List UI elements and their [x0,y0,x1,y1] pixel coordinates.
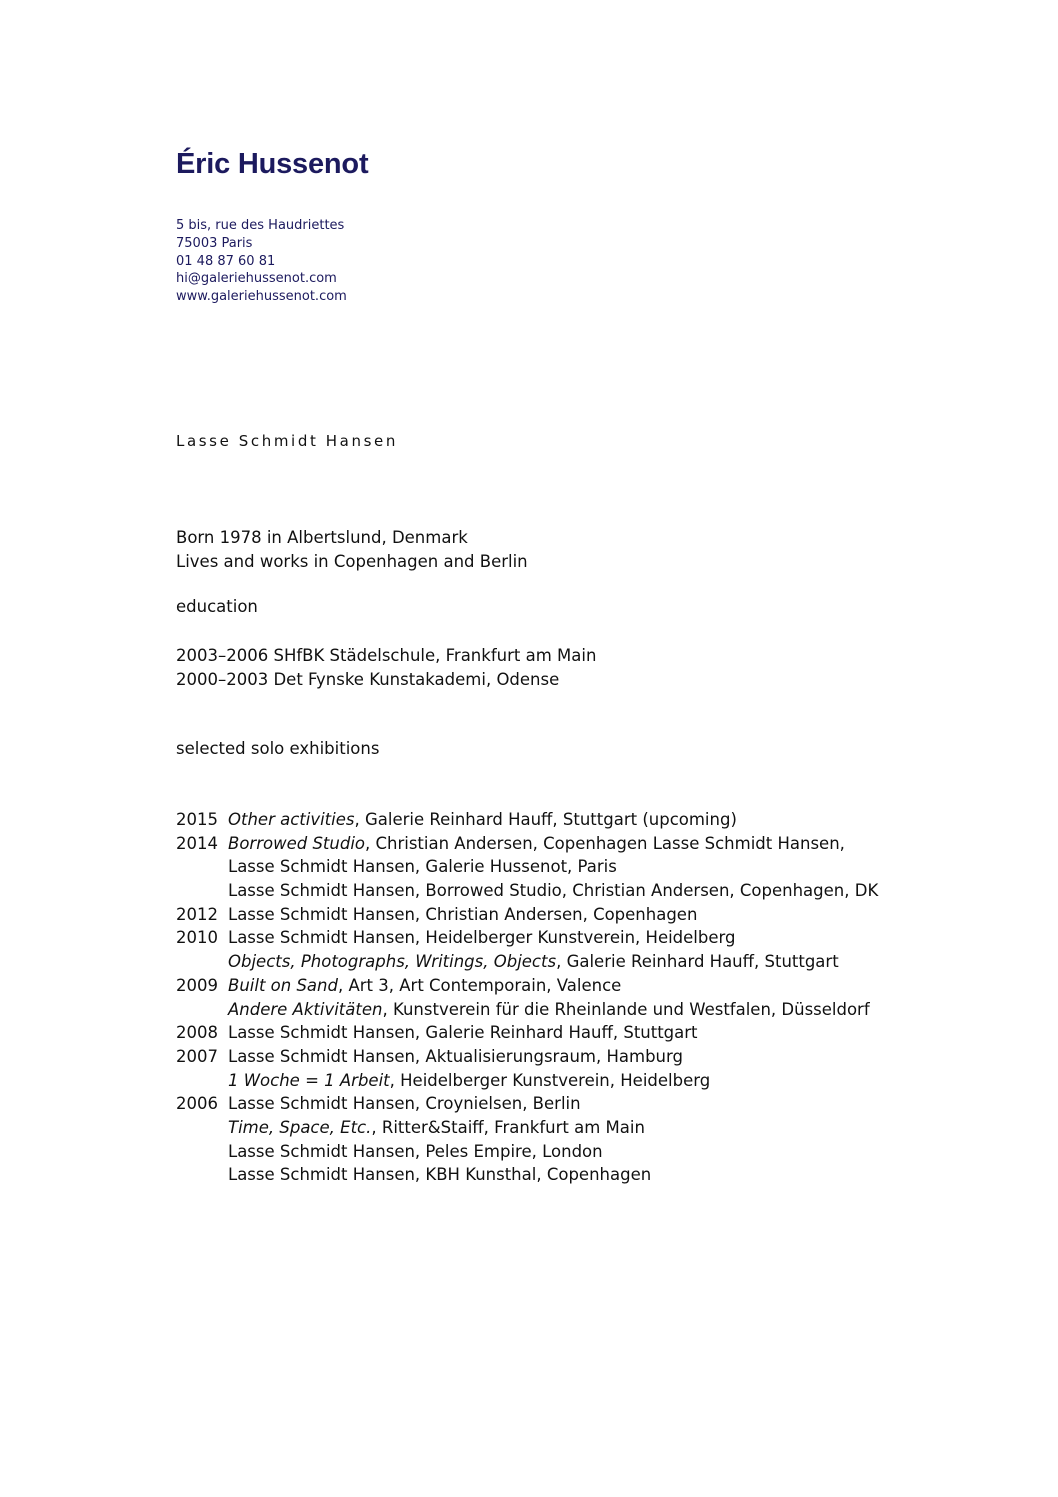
exhibition-description [228,1116,645,1140]
exhibition-venue: , Christian Andersen, Copenhagen Lasse Schmidt Hansen, [365,833,845,853]
education-list [176,644,596,692]
exhibition-description [228,808,737,832]
exhibition-title: Time, Space, Etc. [228,1117,372,1137]
exhibition-description [228,1163,651,1187]
exhibition-venue: Lasse Schmidt Hansen, Croynielsen, Berlin [228,1094,581,1114]
gallery-name: Éric Hussenot [176,148,369,180]
exhibition-venue: , Heidelberger Kunstverein, Heidelberg [389,1070,711,1090]
exhibition-year: 2014 [176,833,218,853]
exhibition-venue: , Art 3, Art Contemporain, Valence [337,975,622,995]
exhibition-year: 2010 [176,928,218,948]
exhibition-venue: , Kunstverein für die Rheinlande und Westfalen, Düsseldorf [382,999,870,1019]
exhibition-title: 1 Woche = 1 Arbeit [228,1070,390,1090]
exhibition-venue: Lasse Schmidt Hansen, Aktualisierungsraum, Hamburg [228,1046,683,1066]
exhibition-venue: Lasse Schmidt Hansen, Galerie Hussenot, Paris [228,857,617,877]
exhibition-year: 2007 [176,1046,218,1066]
artist-bio [176,526,528,574]
exhibition-venue: , Galerie Reinhard Hauff, Stuttgart [556,952,839,972]
website-link[interactable]: www.galeriehussenot.com [176,289,347,305]
gallery-contact-block [176,217,347,306]
address-line-1: 5 bis, rue des Haudriettes [176,218,345,233]
exhibition-description [228,903,697,927]
exhibition-description [228,1140,603,1164]
exhibition-venue: Lasse Schmidt Hansen, KBH Kunsthal, Copenhagen [228,1165,652,1185]
exhibition-venue: , Galerie Reinhard Hauff, Stuttgart (upcoming) [354,810,737,829]
email-link[interactable]: hi@galeriehussenot.com [176,271,337,287]
exhibition-description [228,926,735,950]
exhibition-title: Andere Aktivitäten [228,999,383,1019]
exhibition-title: Objects, Photographs, Writings, Objects [228,952,557,972]
exhibition-title: Borrowed Studio [228,833,365,853]
exhibition-venue: Lasse Schmidt Hansen, Heidelberger Kunstverein, Heidelberg [228,928,736,948]
phone-number: 01 48 87 60 81 [176,253,276,269]
exhibition-venue: Lasse Schmidt Hansen, Borrowed Studio, Christian Andersen, Copenhagen, DK [228,881,879,901]
exhibition-year: 2008 [176,1023,218,1043]
exhibition-description [228,855,617,879]
exhibition-venue: Lasse Schmidt Hansen, Peles Empire, London [228,1141,603,1161]
exhibition-venue: Lasse Schmidt Hansen, Galerie Reinhard Hauff, Stuttgart [228,1023,698,1043]
exhibition-title: Other activities [228,810,355,829]
residence-info: Lives and works in Copenhagen and Berlin [176,552,528,571]
exhibition-year: 2012 [176,904,218,924]
exhibition-year: 2009 [176,975,218,995]
exhibition-description [228,832,845,856]
solo-exhibitions-heading: selected solo exhibitions [176,739,380,758]
education-entry: 2000–2003 Det Fynske Kunstakademi, Odense [176,670,560,689]
exhibition-venue: , Ritter&Staiff, Frankfurt am Main [371,1117,645,1137]
birth-info: Born 1978 in Albertslund, Denmark [176,528,468,547]
artist-name: Lasse Schmidt Hansen [176,432,398,450]
exhibition-venue: Lasse Schmidt Hansen, Christian Andersen, Copenhagen [228,904,698,924]
exhibition-title: Built on Sand [228,975,338,995]
education-heading: education [176,597,258,616]
exhibition-year: 2006 [176,1094,218,1114]
exhibition-description [228,974,621,998]
exhibition-description [228,950,839,974]
exhibition-year: 2015 [176,810,218,829]
education-entry: 2003–2006 SHfBK Städelschule, Frankfurt am Main [176,646,597,665]
exhibition-description [228,1021,698,1045]
exhibition-description [228,1092,581,1116]
exhibition-description [228,879,878,903]
exhibition-description [228,1045,683,1069]
address-line-2: 75003 Paris [176,235,253,251]
exhibition-description [228,1069,710,1093]
exhibition-description [228,998,870,1022]
